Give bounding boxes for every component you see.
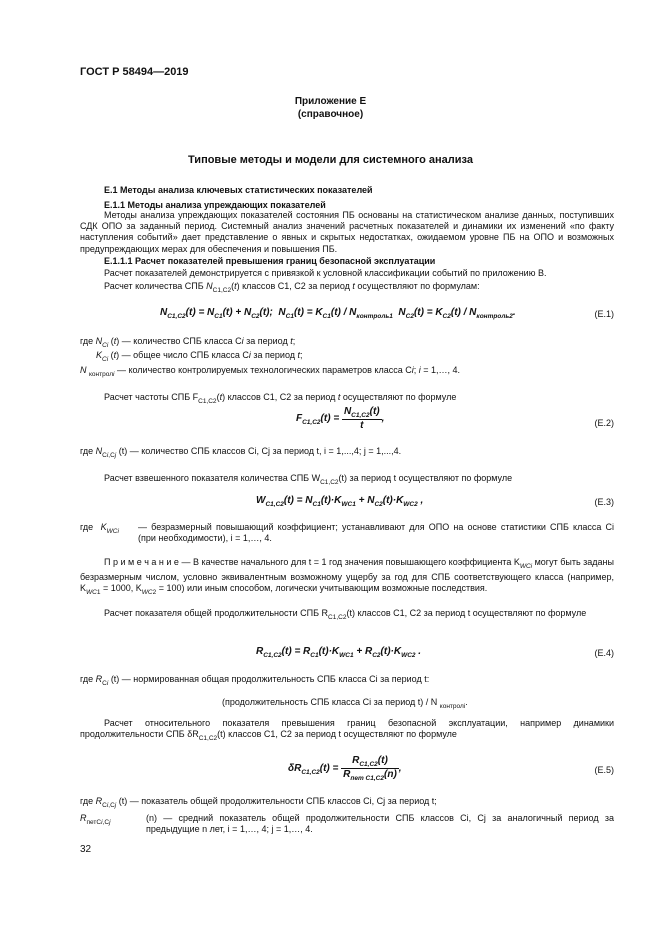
section-e1-heading: Е.1 Методы анализа ключевых статистических показателей bbox=[104, 185, 373, 195]
appendix-heading bbox=[0, 95, 661, 121]
equation-e4: $R_{C1,C2}(t) = R_{C1}(t)\cdot K_{WC1} + R_{C2}(t)\cdot K_{WC2}$ . bbox=[256, 646, 422, 659]
document-header: ГОСТ Р 58494—2019 bbox=[80, 66, 189, 78]
definition-rci-formula: (продолжительность СПБ класса Сi за период t) / N $_{контролi}$. bbox=[222, 697, 468, 710]
definition-ncicj: где $N_{Ci,Cj}$ (t) — количество СПБ классов Сi, Сj за период t, i = 1,...,4; j = 1,...,4. bbox=[80, 446, 402, 459]
paragraph-7: Расчет относительного показателя превышения границ безопасной эксплуатации, например динамики продолжительности СПБ $\delta R_{С1,С2}(t)$ классов С1, С2 за период t осуществляют по формуле bbox=[80, 718, 614, 742]
equation-e5-label: (Е.5) bbox=[594, 765, 614, 775]
appendix-subtitle: (справочное) bbox=[297, 109, 364, 120]
paragraph-4: Расчет частоты СПБ $F_{С1,С2}(t)$ классов С1, С2 за период t осуществляют по формуле bbox=[104, 392, 457, 405]
paragraph-1: Методы анализа упреждающих показателей состояния ПБ основаны на статистическом анализе данных, поступивших СДК ОПО за заданный период. Системный анализ значений расчетных показателей и динамики их изменений «по факту наступления событий» дает представление о явных и скрытых недостатках, ожидаемом уровне ПБ на ОПО и возможных предупреждающих мерах для обеспечения и повышения ПБ. bbox=[80, 210, 614, 254]
paragraph-5: Расчет взвешенного показателя количества СПБ $W_{С1,С2}(t)$ за период t осуществляют по формуле bbox=[104, 473, 513, 486]
equation-e3: $W_{C1,C2}(t) = N_{C1}(t)\cdot K_{WC1} + N_{C2}(t)\cdot K_{WC2}$ , bbox=[256, 495, 424, 508]
equation-e1-label: (Е.1) bbox=[594, 309, 614, 319]
equation-e3-label: (Е.3) bbox=[594, 497, 614, 507]
definition-ncontrol: N $_{контролi}$ — количество контролируемых технологических параметров класса Сi; i = 1,…, 4. bbox=[80, 365, 461, 378]
definition-rcicj: где $R_{Ci,Cj}$ (t) — показатель общей продолжительности СПБ классов Сi, Сj за период t; bbox=[80, 796, 437, 809]
main-title: Типовые методы и модели для системного анализа bbox=[188, 154, 473, 166]
section-e11-heading: Е.1.1 Методы анализа упреждающих показателей bbox=[104, 200, 326, 210]
definition-nci: где $N_{Ci}$ (t) — количество СПБ класса Сi за период t; bbox=[80, 336, 296, 349]
note: П р и м е ч а н и е — В качестве начального для t = 1 год значения повышающего коэффициента $K_{WCi}$ могут быть заданы безразмерным числом, условно эквивалентным возможному ущербу за год для СПБ соответствующего класса (например, $K_{WC1} = 1000$, $K_{WC2} = 100$) или иным способом, логически учитывающим возможные последствия. bbox=[80, 557, 614, 596]
definition-rci: где $R_{Ci}$ (t) — нормированная общая продолжительность СПБ класса Сi за период t: bbox=[80, 674, 430, 687]
equation-e4-label: (Е.4) bbox=[594, 648, 614, 658]
paragraph-2: Расчет показателей демонстрируется с привязкой к условной классификации событий по приложению В. bbox=[104, 268, 547, 278]
equation-e2: $F_{C1,C2}(t)$ = $\frac{N_{C1,C2}(t)}{t}$ , bbox=[296, 406, 385, 431]
page-number: 32 bbox=[80, 844, 92, 855]
appendix-title: Приложение Е bbox=[294, 96, 367, 107]
section-e111-heading: Е.1.1.1 Расчет показателей превышения границ безопасной эксплуатации bbox=[104, 256, 436, 266]
definition-kci: $K_{Ci}$ (t) — общее число СПБ класса Сi за период t; bbox=[96, 350, 303, 363]
paragraph-6: Расчет показателя общей продолжительности СПБ $R_{С1,С2}(t)$ классов С1, С2 за период t осуществляют по формуле bbox=[104, 608, 587, 621]
equation-e5: $\delta R_{C1,C2}(t)$ = $\frac{R_{C1,C2}(t)}{R_{пет C1,C2}(n)}$ , bbox=[288, 755, 402, 782]
paragraph-3: Расчет количества СПБ $N_{С1,С2}(t)$ классов С1, С2 за период t осуществляют по формулам: bbox=[104, 281, 480, 294]
equation-e2-label: (Е.2) bbox=[594, 418, 614, 428]
equation-e1: $N_{C1,C2}(t) = N_{C1}(t) + N_{C2}(t)$; $N_{C1}(t) = K_{C1}(t) / N_{контроль1}$ $N_{C2}(t) = K_{C2}(t) / N_{контроль2}$. bbox=[160, 307, 516, 320]
